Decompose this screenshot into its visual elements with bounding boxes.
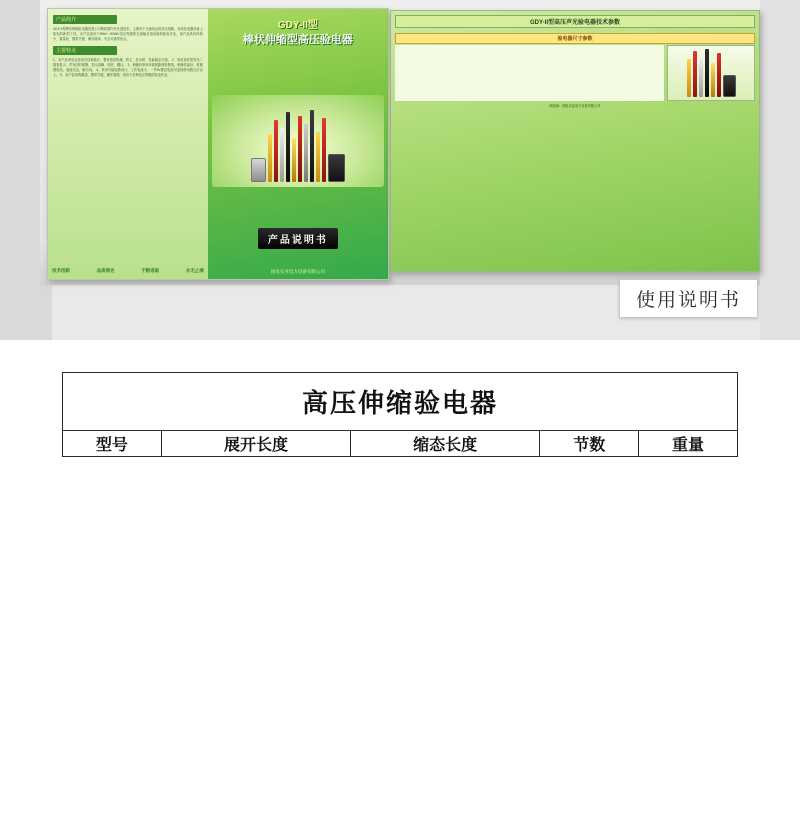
tester-rod xyxy=(693,51,697,97)
spec-sheet-product-photo xyxy=(667,45,755,101)
tester-rod xyxy=(292,138,296,182)
slogan-1: 技术创新 xyxy=(52,268,70,273)
tester-rod xyxy=(705,49,709,97)
tester-rod xyxy=(286,112,290,182)
tester-rod xyxy=(298,116,302,182)
brochure-cover-panel xyxy=(208,9,388,279)
photo-backdrop-right xyxy=(760,0,800,340)
brochure-company-footer: 国电实业电力设备有限公司 xyxy=(270,269,325,274)
spec-sheet-title: GDY-II型高压声光验电器技术参数 xyxy=(395,15,755,28)
spec-sheet-bottom-row xyxy=(395,45,755,101)
brochure-title-name: 棒状伸缩型高压验电器 xyxy=(242,33,353,46)
manual-badge: 产品说明书 xyxy=(258,228,338,249)
table-title-row xyxy=(63,373,738,431)
tester-rod xyxy=(711,63,715,97)
tester-unit-black xyxy=(328,154,345,182)
tester-rod xyxy=(304,124,308,182)
spec-table-dimensions xyxy=(395,45,664,101)
spec-sheet-footer: 制造商：国电实业电力设备有限公司 xyxy=(549,104,601,108)
slogan-3: 不断进取 xyxy=(141,268,160,273)
tester-rod xyxy=(717,53,721,97)
tester-rod xyxy=(322,118,326,182)
column-header: 展开长度 xyxy=(161,431,350,457)
column-header: 重量 xyxy=(639,431,738,457)
tester-rod xyxy=(280,128,284,182)
product-photo-area xyxy=(0,0,800,340)
tester-rod xyxy=(687,59,691,97)
brochure-cover xyxy=(47,8,389,280)
high-voltage-tester-spec-table xyxy=(62,372,738,457)
column-header: 缩态长度 xyxy=(351,431,540,457)
tester-rod xyxy=(310,110,314,182)
brochure-title xyxy=(214,19,382,47)
tester-unit-black xyxy=(723,75,736,97)
tester-rod xyxy=(274,120,278,182)
spec-table-container xyxy=(62,372,738,457)
column-header: 节数 xyxy=(540,431,639,457)
tester-rod xyxy=(316,132,320,182)
brochure-intro-text: GDY-II型棒状伸缩验电器是我公司吸收国内外先进技术，主要用于交流电压的高压线路，母线及电器设备上验电的新型工具，本产品适用于35kV～500kV电压等级的交流输变电设备的验电作业，该产品具有体积小、重量轻、携带方便、操作简单、安全可靠等优点。 xyxy=(53,27,203,41)
tester-rod xyxy=(699,57,703,97)
tester-unit-silver xyxy=(251,158,266,182)
brochure-title-model: GDY-II型 xyxy=(277,20,318,31)
table-header-row xyxy=(63,431,738,457)
brochure-features-text: 1、本产品采用全封闭式结构设计，整体密封防潮、防尘、抗污秽，性能稳定可靠。 2、采用高亮度发光二极管显示，声光同时报警，指示清晰、明亮、醒目。 3、伸缩杆采用环氧树脂材料制造，绝缘性能好，机械强度高，表面光洁，耐污闪。 4、采用节能电路设计，工作电流小，一节9V叠层电池可连续使用数百次以上。 5、本产品结构紧凑，携带方便，操作简便，适用于各种电压等级的验电作业。 xyxy=(53,57,203,77)
slogan-4: 永无止境 xyxy=(185,268,204,273)
brochure-spec-sheet xyxy=(390,10,760,272)
tester-rod xyxy=(268,134,272,182)
product-lineup-image xyxy=(212,95,384,187)
brochure-section-label: 产品简介 xyxy=(53,15,117,24)
spec-table-2-title: 验电器尺寸参数 xyxy=(395,33,755,44)
column-header: 型号 xyxy=(63,431,162,457)
page-title: 高压伸缩验电器 xyxy=(63,373,738,431)
brochure-slogans xyxy=(52,268,204,274)
brochure-section-label-2: 主要特点 xyxy=(53,46,117,55)
slogan-2: 品质领先 xyxy=(96,268,115,273)
usage-manual-badge: 使用说明书 xyxy=(619,279,758,318)
brochure-text-panel xyxy=(48,9,208,279)
